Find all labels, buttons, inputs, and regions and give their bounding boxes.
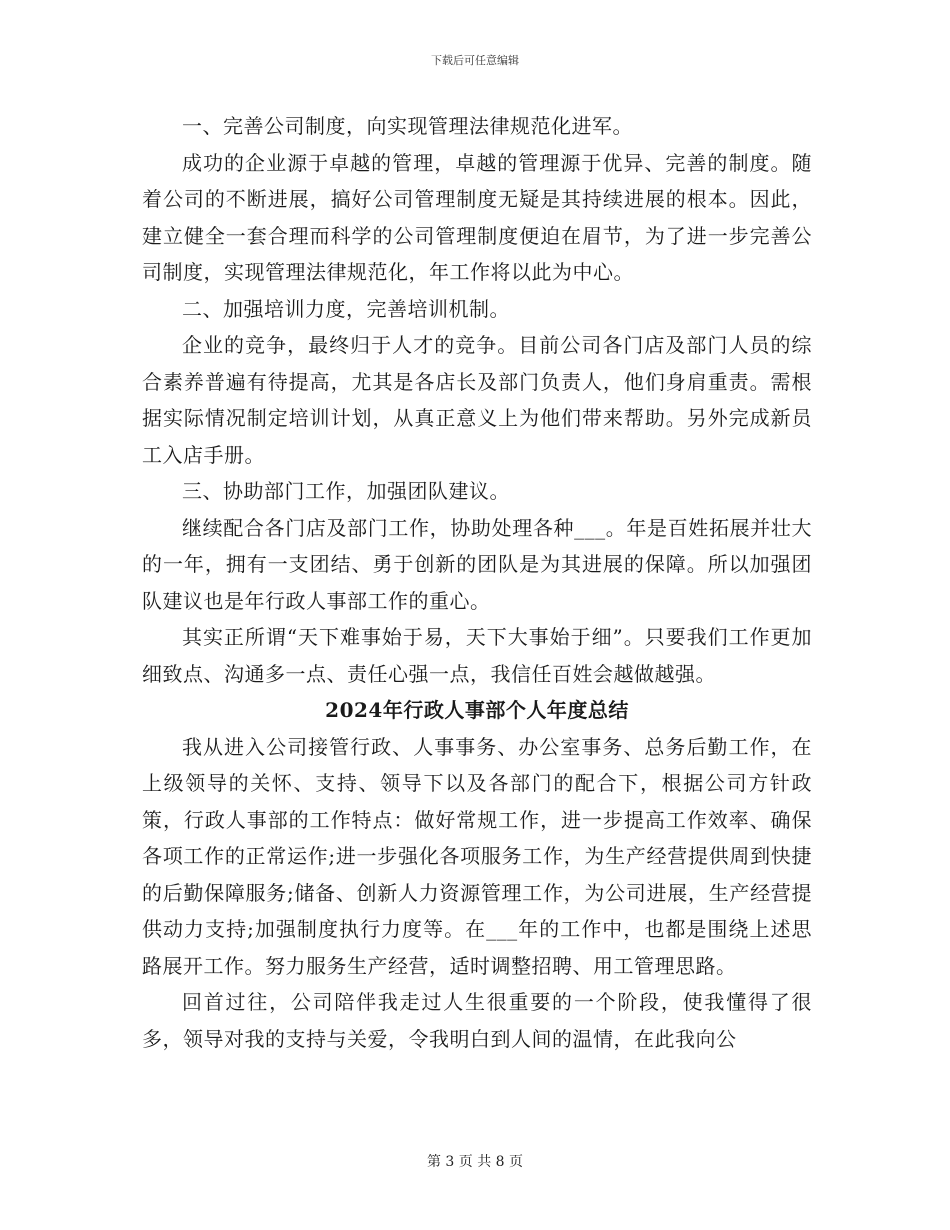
section3-body: 继续配合各门店及部门工作，协助处理各种___。年是百姓拓展并壮大的一年，拥有一支团结、勇于创新的团队是为其进展的保障。所以加强团队建议也是年行政人事部工作的重心。 [142, 515, 812, 613]
summary-paragraph-2: 回首过往，公司陪伴我走过人生很重要的一个阶段，使我懂得了很多，领导对我的支持与关爱，令我明白到人间的温情，在此我向公 [142, 990, 812, 1051]
section1-body: 成功的企业源于卓越的管理，卓越的管理源于优异、完善的制度。随着公司的不断进展，搞好公司管理制度无疑是其持续进展的根本。因此，建立健全一套合理而科学的公司管理制度便迫在眉节，为了进一步完善公司制度，实现管理法律规范化，年工作将以此为中心。 [142, 150, 812, 284]
page-number: 第 3 页 共 8 页 [426, 1154, 524, 1170]
closing-paragraph: 其实正所谓“天下难事始于易，天下大事始于细”。只要我们工作更加细致点、沟通多一点、责任心强一点，我信任百姓会越做越强。 [142, 625, 812, 686]
section3-heading: 三、协助部门工作，加强团队建议。 [182, 479, 510, 503]
document-title: 2024年行政人事部个人年度总结 [325, 698, 629, 722]
section2-body: 企业的竞争，最终归于人才的竞争。目前公司各门店及部门人员的综合素养普遍有待提高，尤其是各店长及部门负责人，他们身肩重责。需根据实际情况制定培训计划，从真正意义上为他们带来帮助。另外完成新员工入店手册。 [142, 333, 812, 467]
document-body [142, 108, 812, 1057]
section2-heading: 二、加强培训力度，完善培训机制。 [182, 296, 510, 321]
page-header-note: 下载后可任意编辑 [431, 54, 519, 67]
section1-heading: 一、完善公司制度，向实现管理法律规范化进军。 [182, 114, 633, 138]
summary-paragraph-1: 我从进入公司接管行政、人事事务、办公室事务、总务后勤工作，在上级领导的关怀、支持、领导下以及各部门的配合下，根据公司方针政策，行政人事部的工作特点：做好常规工作，进一步提高工作效率、确保各项工作的正常运作;进一步强化各项服务工作，为生产经营提供周到快捷的后勤保障服务;储备、创新人力资源管理工作，为公司进展，生产经营提供动力支持;加强制度执行力度等。在___年的工作中，也都是围绕上述思路展开工作。努力服务生产经营，适时调整招聘、用工管理思路。 [142, 734, 812, 978]
